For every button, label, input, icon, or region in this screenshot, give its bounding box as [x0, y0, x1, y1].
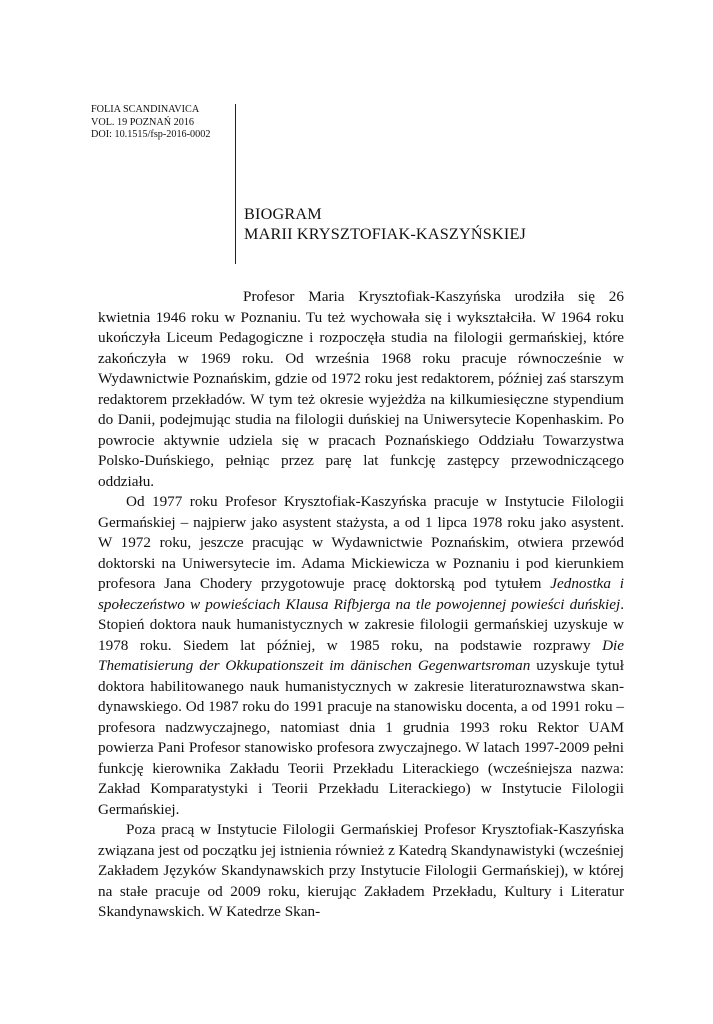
article-title [244, 204, 526, 244]
paragraph-2-text-b: . Stopień doktora nauk humanistycznych w zakresie filologii germańskiej uzyskuje w 1978 roku. Siedem lat później, w 1985 roku, na podstawie rozprawy [98, 595, 624, 654]
paragraph-2-text-c: uzyskuje tytuł doktora habilitowanego nauk humanistycznych w zakresie literaturoznawstwa skandynawskiego. Od 1987 roku do 1991 pracuje na stanowisku docenta, a od 1991 roku – profesora nadzwyczajnego, natomiast dnia 1 grudnia 1993 roku Rektor UAM powierza Pani Profesor stanowisko profesora zwyczajnego. W latach 1997-2009 pełni funkcję kierownika Zakładu Teorii Przekładu Literackiego (wcześniejsza nazwa: Zakład Komparatystyki i Teorii Przekładu Literackiego) w Instytucie Filologii Germańskiej. [98, 657, 624, 818]
journal-name: FOLIA SCANDINAVICA [91, 104, 200, 115]
paragraph-3: Poza pracą w Instytucie Filologii Germańskiej Profesor Krysztofiak-Kaszyńska związana jest od początku jej istnienia również z Katedrą Skandynawistyki (wcześniej Zakładem Języków Skandynawskich przy Instytucie Filologii Germańskiej), w której na stałe pracuje od 2009 roku, kierując Zakładem Przekładu, Kultury i Literatur Skandynawskich. W Katedrze Skan- [98, 821, 624, 920]
paragraph-2 [98, 492, 624, 820]
journal-header [91, 104, 236, 142]
paragraph-2-text-a: Od 1977 roku Profesor Krysztofiak-Kaszyńska pracuje w Instytucie Filologii Germańskiej – najpierw jako asystent stażysta, a od 1 lipca 1978 roku jako asystent. W 1972 roku, jeszcze pracując w Wydawnictwie Poznańskim, otwiera przewód doktorski na Uniwersytecie im. Adama Mickiewicza w Poznaniu i pod kierunkiem profesora Jana Chodery przygotowuje pracę doktorską pod tytułem [98, 493, 624, 592]
paragraph-2-book-title-1: Jednostka i społeczeństwo w powieściach Klausa Rifbjerga na tle powojennej powieści duńskiej [98, 575, 624, 613]
title-line-2: MARII KRYSZTOFIAK-KASZYŃSKIEJ [244, 225, 527, 243]
title-line-1: BIOGRAM [244, 205, 322, 223]
article-body [98, 287, 624, 923]
doi-line: DOI: 10.1515/fsp-2016-0002 [91, 129, 211, 140]
vertical-divider [235, 104, 236, 264]
volume-line: VOL. 19 POZNAŃ 2016 [91, 116, 195, 128]
paragraph-1: Profesor Maria Krysztofiak-Kaszyńska urodziła się 26 kwietnia 1946 roku w Poznaniu. Tu też wychowała się i wykształciła. W 1964 roku ukończyła Liceum Pedagogiczne i rozpoczęła studia na filologii germańskiej, które zakończyła w 1969 roku. Od września 1968 roku pracuje równocześnie w Wydawnictwie Poznańskim, gdzie od 1972 roku jest redaktorem, później zaś starszym redaktorem przekładów. W tym też okresie wyjeżdża na kilkumiesięczne stypendium do Danii, podejmując studia na filologii duńskiej na Uniwersytecie Kopenhaskim. Po powrocie aktywnie udziela się w pracach Poznańskiego Oddziału Towarzystwa Polsko-Duńskiego, pełniąc przez parę lat funkcję zastępcy przewodniczącego oddziału. [98, 288, 624, 490]
paragraph-2-book-title-2: Die Thematisierung der Okkupationszeit im dänischen Gegenwartsroman [98, 636, 624, 674]
